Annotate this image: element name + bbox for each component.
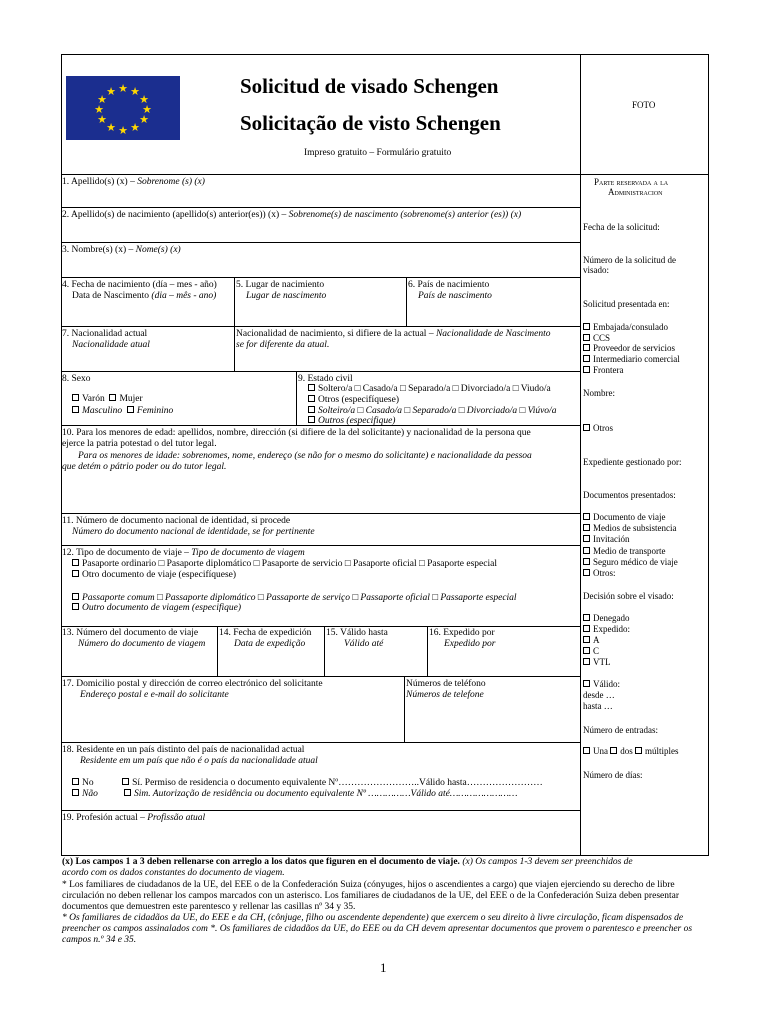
field-17b-label-pt: Números de telefone [406,690,484,700]
checkbox[interactable] [610,747,617,754]
admin-doc-seguro: Seguro médico de viaje [583,557,678,568]
field-15-label: 15. Válido hasta [326,628,388,638]
checkbox[interactable] [583,424,590,431]
field-6-label: 6. País de nacimiento [408,280,490,290]
field-18-options: No Sí. Permiso de residencia o documento equivalente Nº……………………..Válido hasta…………………… [72,778,543,789]
checkbox[interactable] [635,747,642,754]
field-9-otros: Otros (especifíquese) [308,395,399,406]
checkbox[interactable] [72,394,79,401]
admin-decision: Decisión sobre el visado: [583,591,674,601]
admin-doc-viaje: Documento de viaje [583,512,665,523]
checkbox[interactable] [583,747,590,754]
title-pt: Solicitação de visto Schengen [240,111,501,135]
checkbox[interactable] [308,416,315,423]
checkbox[interactable] [583,547,590,554]
checkbox[interactable] [583,535,590,542]
checkbox[interactable] [109,394,116,401]
checkbox[interactable] [583,366,590,373]
field-10-line1: 10. Para los menores de edad: apellidos, nombre, dirección (si difiere de la del solicitante) y nacionalidad de la persona que [62,428,531,438]
field-12-options-pt: Passaporte comum □ Passaporte diplomático □ Passaporte de serviço □ Passaporte oficial □ Passaporte especial [72,593,517,604]
row-line [61,513,581,514]
admin-c: C [583,646,599,657]
row-line [61,742,581,743]
field-6-label-pt: País de nascimento [418,291,492,301]
field-9-options: Soltero/a □ Casado/a □ Separado/a □ Divorciado/a □ Viudo/a [308,384,551,395]
field-12-otro: Otro documento de viaje (especifíquese) [72,570,236,581]
checkbox[interactable] [72,603,79,610]
row-line [61,545,581,546]
checkbox[interactable] [583,558,590,565]
admin-doc-transporte: Medio de transporte [583,546,665,557]
header-bottom-line [61,174,709,175]
row-line [61,326,581,327]
row-line [61,207,581,208]
field-8-options: Varón Mujer [72,394,143,405]
cell-divider [404,676,405,742]
field-5-label: 5. Lugar de nacimiento [236,280,325,290]
field-4-label-pt: Data de Nascimento (dia – mês - ano) [72,291,217,301]
checkbox[interactable] [72,778,79,785]
svg-text:★: ★ [94,103,104,116]
row-line [61,277,581,278]
field-7-label-pt: Nacionalidade atual [72,340,150,350]
field-10-line2: ejerce la patria potestad o del tutor legal. [62,439,217,449]
field-14-label-pt: Data de expedição [234,639,306,649]
admin-heading-2: Administracion [608,187,663,197]
field-13-label-pt: Número do documento de viagem [78,639,206,649]
field-1-label: 1. Apellido(s) (x) – Sobrenome (s) (x) [62,177,205,187]
svg-text:★: ★ [142,103,152,116]
checkbox[interactable] [308,406,315,413]
cell-divider [234,277,235,326]
cell-divider [217,626,218,676]
svg-text:★: ★ [97,113,107,126]
checkbox[interactable] [583,524,590,531]
field-11-label-pt: Número do documento nacional de identidade, se for pertinente [72,527,315,537]
admin-dias: Número de días: [583,770,643,780]
admin-numero-solicitud-1: Número de la solicitud de [583,255,676,265]
field-8-options-pt: Masculino Feminino [72,406,173,417]
cell-divider [324,626,325,676]
admin-desde: desde … [583,690,615,700]
checkbox[interactable] [583,636,590,643]
checkbox[interactable] [583,680,590,687]
svg-text:★: ★ [106,121,116,134]
checkbox[interactable] [583,569,590,576]
svg-text:★: ★ [118,82,128,95]
footer-note-2: * Los familiares de ciudadanos de la UE, del EEE o de la Confederación Suiza (cónyuges, hijos o ascendientes a cargo) que viajen ejerciendo su derecho de libre circulación no deben rellenar los campos marcados con un asterisco. Los familiares de ciudadanos de la UE, del EEE o de la Confederación Suiza deben presentar documentos que demuestren este parentesco y rellenar las casillas nº 34 y 35. [62,880,679,912]
checkbox[interactable] [72,570,79,577]
checkbox[interactable] [583,614,590,621]
admin-entradas-options: Una dos múltiples [583,746,679,757]
checkbox[interactable] [122,778,129,785]
admin-doc-medios: Medios de subsistencia [583,523,677,534]
admin-opt-intermediario: Intermediario comercial [583,354,680,365]
admin-opt-proveedor: Proveedor de servicios [583,343,675,354]
photo-label: FOTO [632,100,656,110]
field-18-label-pt: Residente em um país que não é o país da nacionalidade atual [80,756,318,766]
field-12-options: Pasaporte ordinario □ Pasaporte diplomático □ Pasaporte de servicio □ Pasaporte oficial □ Pasaporte especial [72,559,497,570]
checkbox[interactable] [583,625,590,632]
svg-text:★: ★ [118,124,128,137]
admin-entradas: Número de entradas: [583,725,658,735]
admin-expedido: Expedido: [583,624,630,635]
field-3-label: 3. Nombre(s) (x) – Nome(s) (x) [62,245,181,255]
checkbox[interactable] [72,789,79,796]
field-18-options-pt: Não Sim. Autorização de residência ou documento equivalente Nº ……………Válido até…………………… [72,789,517,800]
checkbox[interactable] [583,658,590,665]
admin-a: A [583,635,600,646]
svg-text:★: ★ [130,85,140,98]
page-number: 1 [380,960,387,975]
eu-flag-stars-icon [66,76,180,140]
field-7b-label-pt: se for diferente da atual. [236,340,330,350]
field-5-label-pt: Lugar de nascimento [246,291,327,301]
svg-text:★: ★ [139,93,149,106]
admin-numero-solicitud-2: visado: [583,265,609,275]
checkbox[interactable] [124,789,131,796]
checkbox[interactable] [583,334,590,341]
checkbox[interactable] [583,355,590,362]
admin-presentada-en: Solicitud presentada en: [583,299,670,309]
field-7-label: 7. Nacionalidad actual [62,329,148,339]
admin-heading-1: Parte reservada a la [594,177,669,187]
row-line [61,242,581,243]
admin-fecha-solicitud: Fecha de la solicitud: [583,222,660,232]
field-17-label: 17. Domicilio postal y dirección de correo electrónico del solicitante [62,679,323,689]
checkbox[interactable] [583,513,590,520]
svg-text:★: ★ [130,121,140,134]
field-15-label-pt: Válido até [344,639,384,649]
field-19-label: 19. Profesión actual – Profissão atual [62,813,206,823]
admin-expediente: Expediente gestionado por: [583,457,682,467]
field-8-label: 8. Sexo [62,374,91,384]
field-9-options-pt: Solteiro/a □ Casado/a □ Separado/a □ Divorciado/a □ Viúvo/a [308,406,556,417]
field-13-label: 13. Número del documento de viaje [62,628,199,638]
cell-divider [427,626,428,676]
field-17b-label: Números de teléfono [406,679,486,689]
svg-text:★: ★ [97,93,107,106]
checkbox[interactable] [72,559,79,566]
field-4-label: 4. Fecha de nacimiento (día – mes - año) [62,280,217,290]
admin-opt-embajada: Embajada/consulado [583,322,668,333]
field-14-label: 14. Fecha de expedición [219,628,312,638]
checkbox[interactable] [308,395,315,402]
admin-vtl: VTL [583,657,611,668]
svg-text:★: ★ [139,113,149,126]
row-line [61,676,581,677]
field-17-label-pt: Endereço postal e e-mail do solicitante [80,690,229,700]
eu-flag [66,76,180,140]
checkbox[interactable] [72,593,79,600]
row-line [61,371,581,372]
field-16-label: 16. Expedido por [429,628,495,638]
checkbox[interactable] [583,344,590,351]
checkbox[interactable] [72,406,79,413]
cell-divider [406,277,407,326]
field-18-label: 18. Residente en un país distinto del país de nacionalidad actual [62,745,305,755]
field-2-label: 2. Apellido(s) de nacimiento (apellido(s) anterior(es)) (x) – Sobrenome(s) de nascimento (sobrenome(s) anterior (es)) (x) [62,210,522,220]
field-10-line3: Para os menores de idade: sobrenomes, nome, endereço (se não for o mesmo do solicitante) e nacionalidade da pessoa [78,451,532,461]
footer-note-3: * Os familiares de cidadãos da UE, do EEE e da CH, (cônjuge, filho ou ascendente dependente) que exercem o seu direito à livre circulação, ficam dispensados de preencher os campos assinalados com *. Os familiares de cidadãos da UE, do EEE ou da CH devem apresentar documentos que provem o parentesco e preencher os campos n.º 34 e 35. [62,913,693,945]
field-9-otros-pt: Outros (especifique) [308,416,395,427]
admin-denegado: Denegado [583,613,629,624]
checkbox[interactable] [127,406,134,413]
field-11-label: 11. Número de documento nacional de identidad, si procede [62,516,291,526]
field-7b-label: Nacionalidad de nacimiento, si difiere de la actual – Nacionalidade de Nascimento [236,329,551,339]
title-es: Solicitud de visado Schengen [240,74,499,98]
field-9-label: 9. Estado civil [298,374,353,384]
admin-opt-frontera: Frontera [583,365,624,376]
admin-doc-invitacion: Invitación [583,534,630,545]
admin-hasta: hasta … [583,701,613,711]
field-16-label-pt: Expedido por [444,639,496,649]
field-12-otro-pt: Outro documento de viagem (especifique) [72,603,241,614]
admin-opt-ccs: CCS [583,333,610,344]
checkbox[interactable] [583,647,590,654]
admin-valido: Válido: [583,679,620,690]
svg-text:★: ★ [106,85,116,98]
admin-documentos: Documentos presentados: [583,490,676,500]
checkbox[interactable] [583,323,590,330]
cell-divider [296,371,297,425]
admin-doc-otros: Otros: [583,568,616,579]
row-line [61,626,581,627]
subtitle: Impreso gratuito – Formulário gratuito [304,148,452,158]
checkbox[interactable] [308,384,315,391]
field-10-line4: que detém o pátrio poder ou do tutor legal. [62,462,227,472]
row-line [61,810,581,811]
admin-nombre: Nombre: [583,388,615,398]
footer-note-1: (x) Los campos 1 a 3 deben rellenarse con arreglo a los datos que figuren en el documento de viaje. (x) Os campos 1-3 devem ser preenchidos de acordo com os dados constantes do documento de viagem. [62,857,633,878]
admin-otros: Otros [583,423,613,434]
cell-divider [234,326,235,371]
field-12-label: 12. Tipo de documento de viaje – Tipo de documento de viagem [62,548,305,558]
